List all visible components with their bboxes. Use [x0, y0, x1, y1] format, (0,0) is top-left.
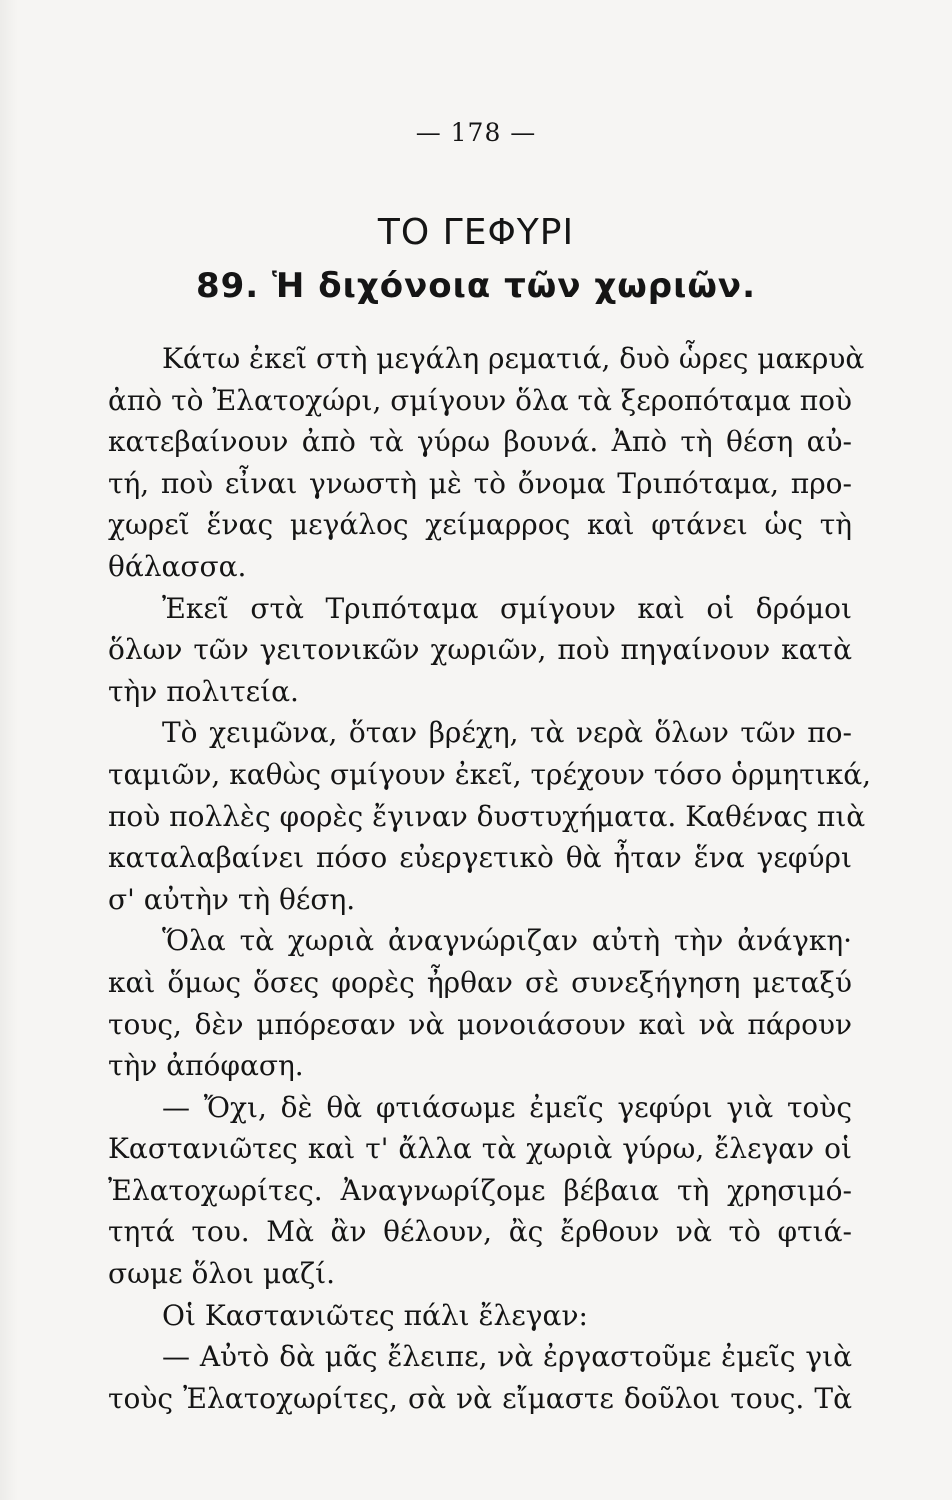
body-text: [108, 338, 872, 1419]
text-line: Ἐκεῖ στὰ Τριπόταμα σμίγουν καὶ οἱ δρόμοι: [162, 591, 852, 625]
text-line: τους, δὲν μπόρεσαν νὰ μονοιάσουν καὶ νὰ πάρουν: [108, 1007, 852, 1041]
text-line: τὴν ἀπόφαση.: [108, 1049, 304, 1083]
text-line: Τὸ χειμῶνα, ὅταν βρέχη, τὰ νερὰ ὅλων τῶν πο-: [162, 716, 852, 750]
text-line: τή, ποὺ εἶναι γνωστὴ μὲ τὸ ὄνομα Τριπόταμα, προ-: [108, 466, 852, 500]
text-line: καὶ ὅμως ὅσες φορὲς ἦρθαν σὲ συνεξήγηση μεταξύ: [108, 965, 852, 999]
text-line: χωρεῖ ἕνας μεγάλος χείμαρρος καὶ φτάνει ὡς τὴ: [108, 508, 852, 542]
text-line: — Ὄχι, δὲ θὰ φτιάσωμε ἐμεῖς γεφύρι γιὰ τοὺς: [162, 1090, 852, 1124]
page-number: — 178 —: [415, 118, 537, 147]
text-line: Κάτω ἐκεῖ στὴ μεγάλη ρεματιά, δυὸ ὧρες μακρυὰ: [162, 342, 865, 375]
text-line: καταλαβαίνει πόσο εὐεργετικὸ θὰ ἦταν ἕνα γεφύρι: [108, 841, 852, 875]
text-line: Καστανιῶτες καὶ τ' ἄλλα τὰ χωριὰ γύρω, ἔλεγαν οἱ: [108, 1132, 852, 1166]
text-line: Ἐλατοχωρίτες. Ἀναγνωρίζομε βέβαια τὴ χρησιμό-: [108, 1173, 852, 1207]
text-line: Ὅλα τὰ χωριὰ ἀναγνώριζαν αὐτὴ τὴν ἀνάγκη·: [162, 924, 852, 958]
text-line: Οἱ Καστανιῶτες πάλι ἔλεγαν:: [162, 1298, 588, 1332]
text-line: σ' αὐτὴν τὴ θέση.: [108, 882, 356, 916]
section-title: 89. Ἡ διχόνοια τῶν χωριῶν.: [195, 266, 757, 306]
text-line: σωμε ὅλοι μαζί.: [108, 1257, 336, 1291]
text-line: τὴν πολιτεία.: [108, 674, 299, 708]
text-line: ταμιῶν, καθὼς σμίγουν ἐκεῖ, τρέχουν τόσο ὁρμητικά,: [108, 757, 872, 791]
text-line: ἀπὸ τὸ Ἐλατοχώρι, σμίγουν ὅλα τὰ ξεροπόταμα ποὺ: [108, 383, 852, 417]
chapter-title: ΤΟ ΓΕΦΥΡΙ: [377, 212, 575, 253]
text-line: ποὺ πολλὲς φορὲς ἔγιναν δυστυχήματα. Καθένας πιὰ: [108, 799, 866, 833]
text-line: θάλασσα.: [108, 549, 247, 583]
text-line: τητά του. Μὰ ἂν θέλουν, ἂς ἔρθουν νὰ τὸ φτιά-: [108, 1215, 852, 1249]
text-line: — Αὐτὸ δὰ μᾶς ἔλειπε, νὰ ἐργαστοῦμε ἐμεῖς γιὰ: [162, 1340, 852, 1374]
text-line: ὅλων τῶν γειτονικῶν χωριῶν, ποὺ πηγαίνουν κατὰ: [108, 633, 852, 667]
text-line: τοὺς Ἐλατοχωρίτες, σὰ νὰ εἴμαστε δοῦλοι τους. Τὰ: [108, 1381, 852, 1415]
text-line: κατεβαίνουν ἀπὸ τὰ γύρω βουνά. Ἀπὸ τὴ θέση αὐ-: [108, 425, 852, 459]
